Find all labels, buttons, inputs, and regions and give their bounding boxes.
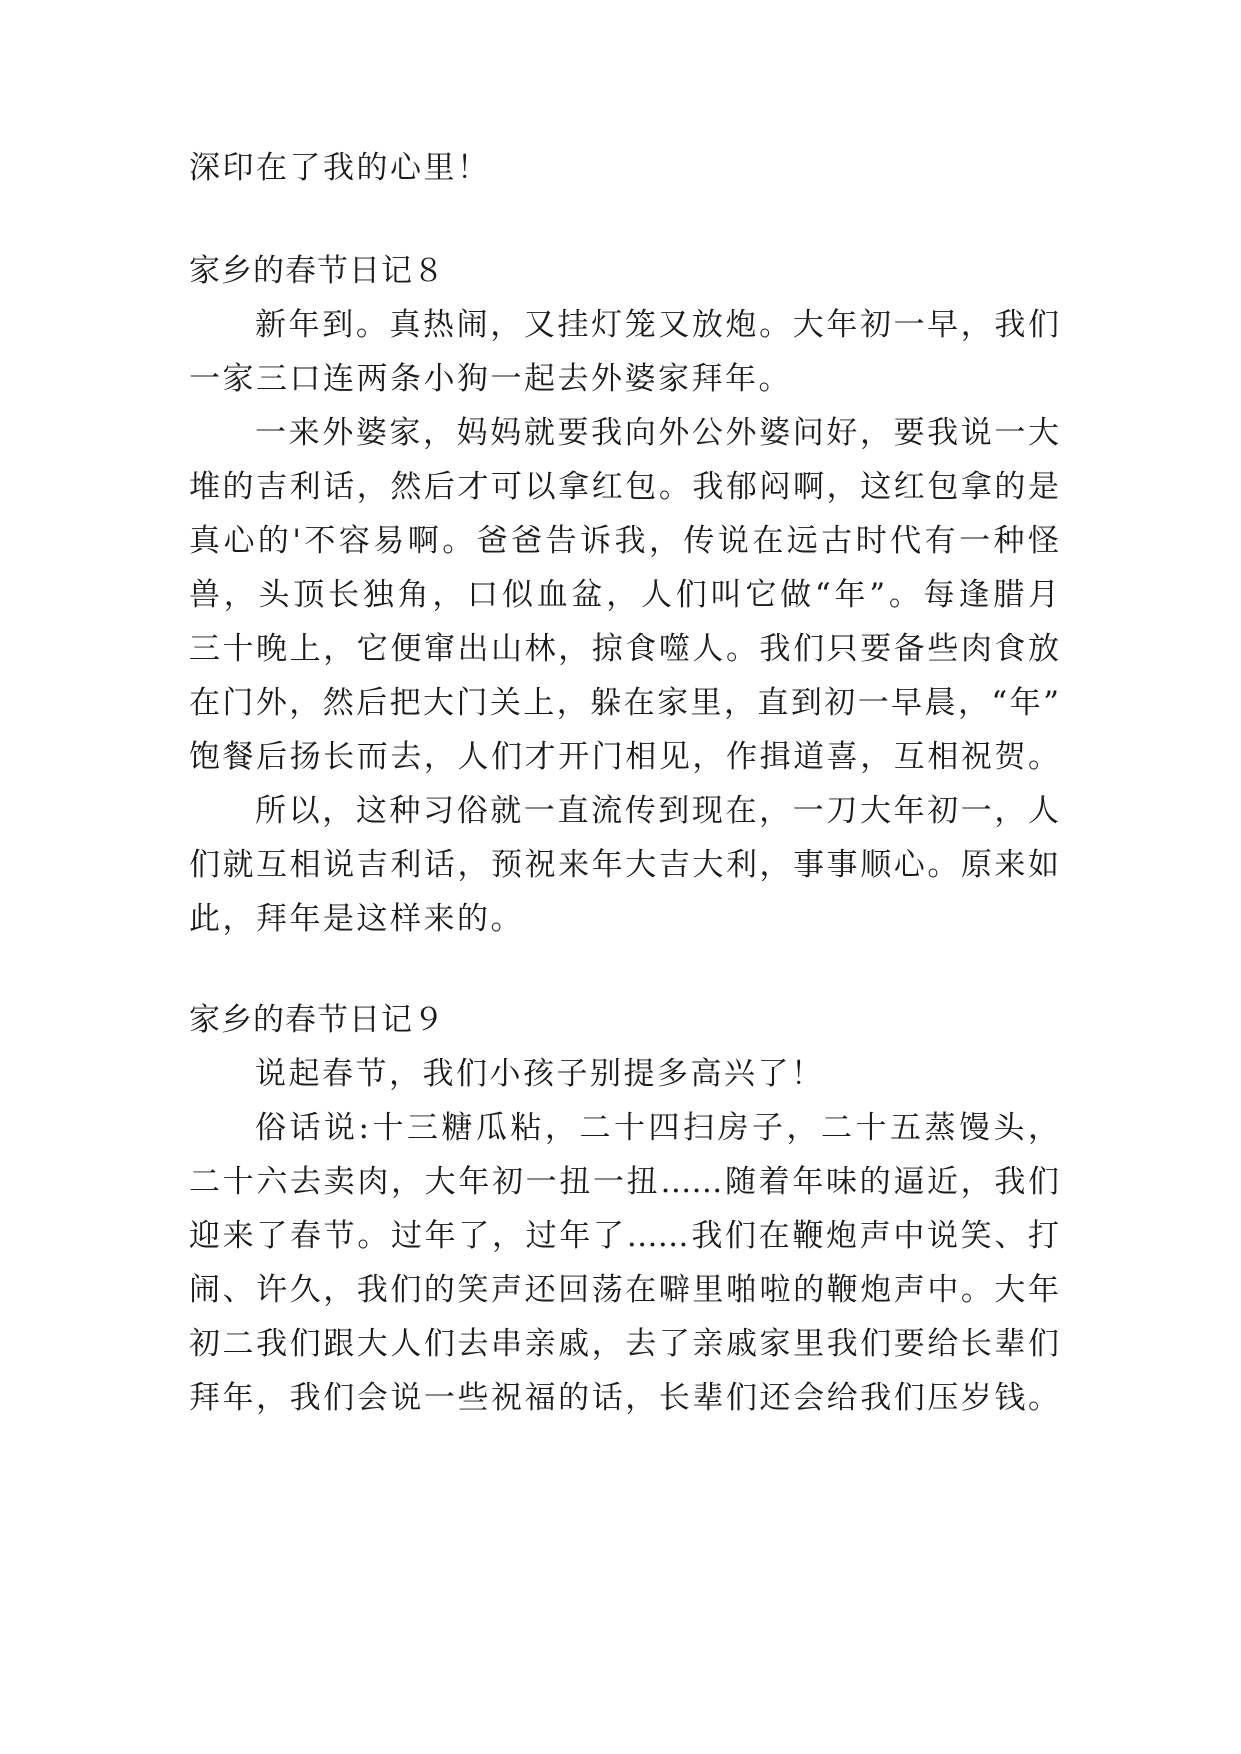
paragraph-line: 初二我们跟大人们去串亲戚，去了亲戚家里我们要给长辈们 — [189, 1326, 1059, 1362]
paragraph-line: 俗话说:十三糖瓜粘，二十四扫房子，二十五蒸馒头， — [255, 1110, 1059, 1146]
paragraph-line: 在门外，然后把大门关上，躲在家里，直到初一早晨，“年” — [189, 685, 1059, 721]
paragraph-line: 饱餐后扬长而去，人们才开门相见，作揖道喜，互相祝贺。 — [189, 739, 1059, 775]
paragraph-line: 一家三口连两条小狗一起去外婆家拜年。 — [189, 361, 792, 397]
paragraph-line: 深印在了我的心里！ — [189, 150, 491, 186]
section-heading-9: 家乡的春节日记９ — [189, 1002, 445, 1038]
paragraph-line: 拜年，我们会说一些祝福的话，长辈们还会给我们压岁钱。 — [189, 1380, 1059, 1416]
paragraph-line: 所以，这种习俗就一直流传到现在，一刀大年初一，人 — [255, 793, 1059, 829]
paragraph-line: 迎来了春节。过年了，过年了……我们在鞭炮声中说笑、打 — [189, 1218, 1059, 1254]
paragraph-line: 说起春节，我们小孩子别提多高兴了！ — [255, 1056, 825, 1092]
paragraph-line: 此，拜年是这样来的。 — [189, 901, 524, 937]
paragraph-line: 兽，头顶长独角，口似血盆，人们叫它做“年”。每逢腊月 — [189, 577, 1059, 613]
paragraph-line: 一来外婆家，妈妈就要我向外公外婆问好，要我说一大 — [255, 415, 1059, 451]
paragraph-line: 新年到。真热闹，又挂灯笼又放炮。大年初一早，我们 — [255, 307, 1059, 343]
paragraph-line: 二十六去卖肉，大年初一扭一扭……随着年味的逼近，我们 — [189, 1164, 1059, 1200]
paragraph-line: 堆的吉利话，然后才可以拿红包。我郁闷啊，这红包拿的是 — [189, 469, 1059, 505]
paragraph-line: 三十晚上，它便窜出山林，掠食噬人。我们只要备些肉食放 — [189, 631, 1059, 667]
paragraph-line: 闹、许久，我们的笑声还回荡在噼里啪啦的鞭炮声中。大年 — [189, 1272, 1059, 1308]
section-heading-8: 家乡的春节日记８ — [189, 253, 445, 289]
paragraph-line: 真心的'不容易啊。爸爸告诉我，传说在远古时代有一种怪 — [189, 523, 1059, 559]
paragraph-line: 们就互相说吉利话，预祝来年大吉大利，事事顺心。原来如 — [189, 847, 1059, 883]
